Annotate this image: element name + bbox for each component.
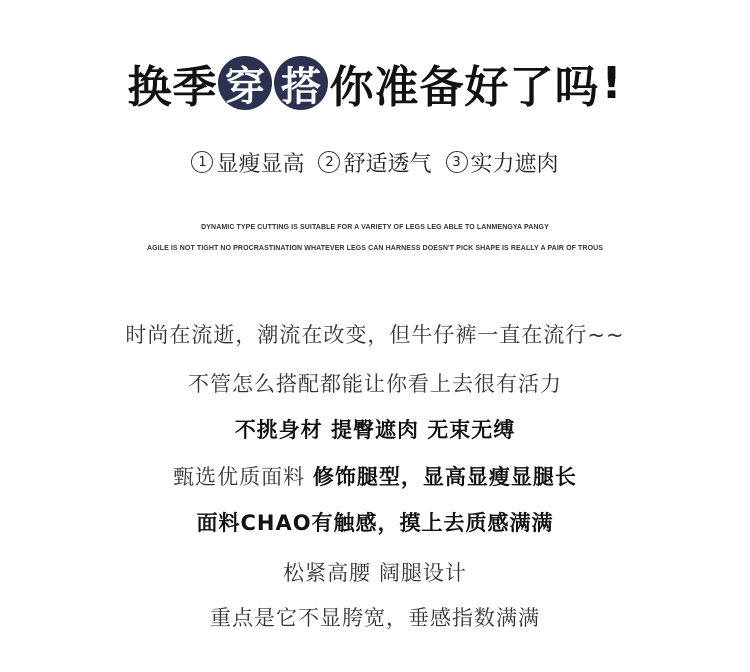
headline-circle-char-1: 穿 (218, 56, 272, 110)
headline-exclamation: ! (601, 57, 623, 109)
copy-line-waist: 松紧高腰 阔腿设计 (283, 561, 467, 585)
circled-number-badge: 2 (318, 151, 340, 173)
copy-line-fabric-normal: 甄选优质面料 (173, 465, 313, 489)
feature-label: 舒适透气 (343, 151, 432, 177)
circled-number-badge: 3 (446, 151, 468, 173)
copy-line-features: 不挑身材 提臀遮肉 无束无缚 (234, 418, 516, 442)
circled-number-badge: 1 (191, 151, 213, 173)
headline (0, 50, 750, 116)
feature-list (0, 144, 750, 180)
feature-item (191, 147, 304, 178)
copy-line-texture: 面料CHAO有触感，摸上去质感满满 (196, 511, 554, 535)
copy-line-trend: 时尚在流逝，潮流在改变，但牛仔裤一直在流行~~ (125, 323, 625, 347)
headline-part2: 你准备好了吗 (329, 62, 600, 113)
feature-label: 实力遮肉 (470, 151, 559, 177)
headline-part1: 换季 (127, 62, 218, 113)
copy-line-fabric-bold: 修饰腿型，显高显瘦显腿长 (312, 465, 577, 489)
headline-circle-char-2: 搭 (274, 56, 328, 110)
english-description-line-2: AGILE IS NOT TIGHT NO PROCRASTINATION WHATEVER LEGS CAN HARNESS DOESN'T PICK SHAPE IS REALLY A PAIR OF TROUS (146, 245, 604, 252)
feature-item (446, 147, 559, 178)
feature-label: 显瘦显高 (216, 151, 305, 177)
copy-line-drape: 重点是它不显胯宽，垂感指数满满 (210, 606, 540, 630)
feature-item (318, 147, 431, 178)
copy-line-matching: 不管怎么搭配都能让你看上去很有活力 (188, 372, 562, 396)
copy-line-fabric (0, 461, 750, 491)
english-description-line-1: DYNAMIC TYPE CUTTING IS SUITABLE FOR A VARIETY OF LEGS LEG ABLE TO LANMENGYA PANGY (201, 224, 549, 231)
